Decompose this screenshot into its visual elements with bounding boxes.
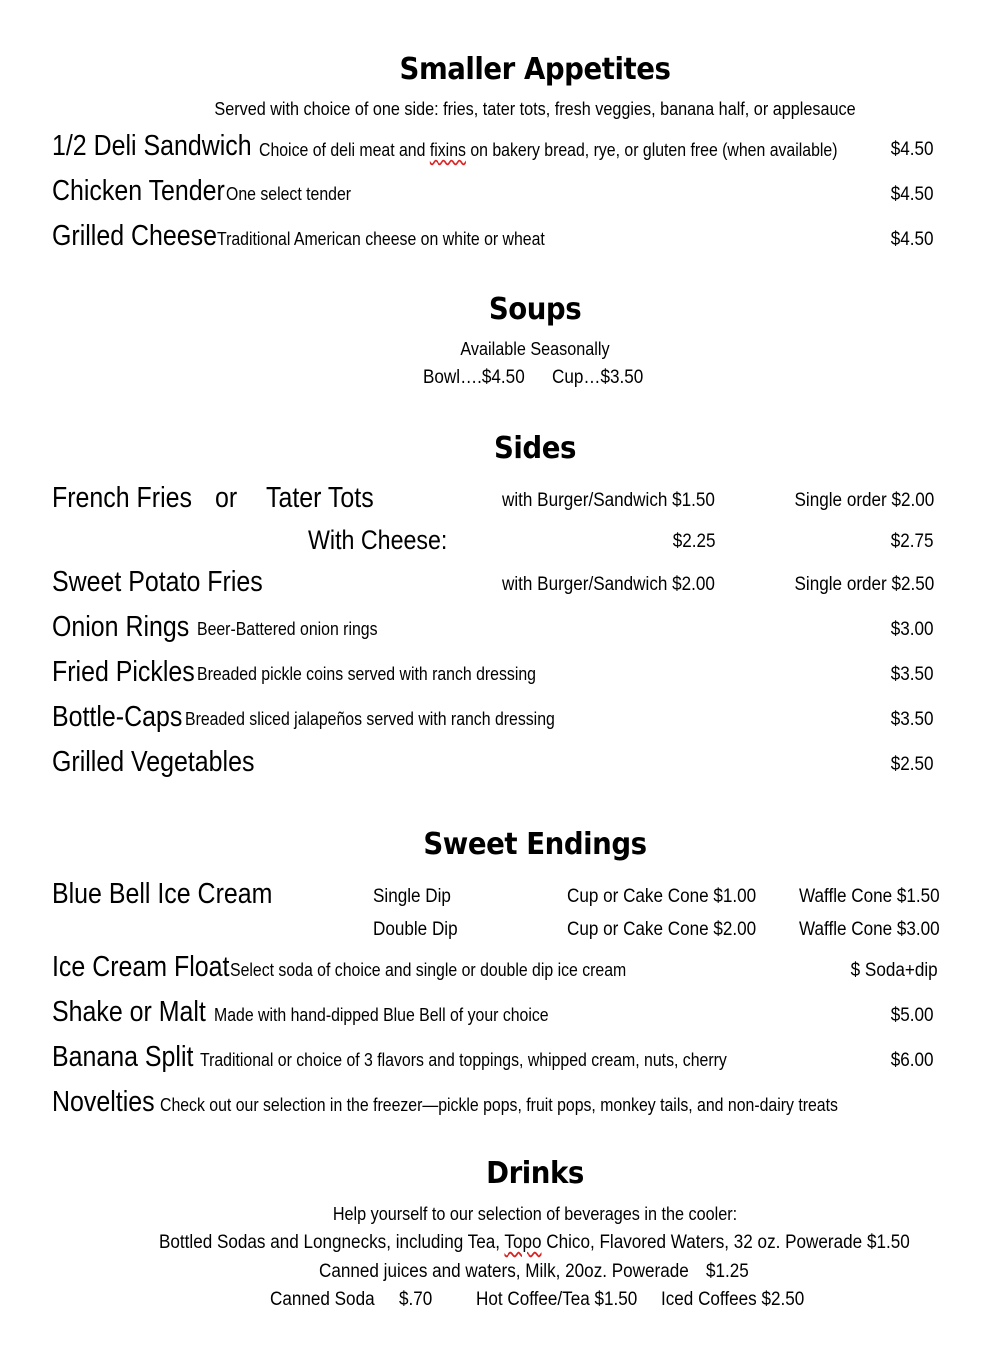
item-description: Beer-Battered onion rings bbox=[197, 619, 378, 639]
item-name: Chicken Tender bbox=[52, 175, 225, 207]
item-price: $4.50 bbox=[891, 184, 934, 205]
cheese-single-price: $2.75 bbox=[891, 531, 934, 552]
side-french-fries: French Fries bbox=[52, 482, 192, 514]
drinks-canned-juices-line: Canned juices and waters, Milk, 20oz. Powerade bbox=[319, 1261, 689, 1282]
menu-item: Fried Pickles bbox=[52, 656, 195, 688]
menu-item bbox=[52, 130, 284, 163]
drinks-canned-juices-price: $1.25 bbox=[706, 1261, 749, 1282]
menu-item: Banana Split bbox=[52, 1041, 194, 1073]
item-description: Choice of deli meat and fixins on bakery bread, rye, or gluten free (when available) bbox=[259, 140, 838, 160]
menu-item: Shake or Malt bbox=[52, 996, 206, 1028]
item-description: Traditional or choice of 3 flavors and toppings, whipped cream, nuts, cherry bbox=[200, 1050, 727, 1070]
drinks-canned-soda-price: $.70 bbox=[399, 1289, 433, 1310]
drinks-intro: Help yourself to our selection of beverages in the cooler: bbox=[332, 1204, 738, 1224]
side-with-cheese: With Cheese: bbox=[308, 525, 448, 555]
item-description: Breaded pickle coins served with ranch dressing bbox=[197, 664, 536, 684]
item-description: One select tender bbox=[226, 184, 352, 204]
fries-single-price: Single order $2.00 bbox=[794, 490, 934, 511]
side-sweet-potato-fries: Sweet Potato Fries bbox=[52, 566, 263, 598]
drinks-bottled-line: Bottled Sodas and Longnecks, including Tea, Topo Chico, Flavored Waters, 32 oz. Powerade bbox=[159, 1232, 863, 1253]
item-name: Grilled Cheese bbox=[52, 220, 217, 252]
drinks-iced-coffee: Iced Coffees $2.50 bbox=[661, 1289, 805, 1310]
double-dip-waffle-price: Waffle Cone $3.00 bbox=[799, 919, 940, 940]
menu-item: Onion Rings bbox=[52, 611, 190, 643]
item-price: $5.00 bbox=[891, 1005, 934, 1026]
blue-bell-ice-cream: Blue Bell Ice Cream bbox=[52, 878, 273, 910]
drinks-hot-coffee: Hot Coffee/Tea $1.50 bbox=[476, 1289, 638, 1310]
item-price: $4.50 bbox=[891, 139, 934, 160]
item-price: $4.50 bbox=[891, 229, 934, 250]
item-price: $2.50 bbox=[891, 754, 934, 775]
drinks-bottled-price: $1.50 bbox=[867, 1232, 910, 1253]
menu-item: Grilled Vegetables bbox=[52, 746, 255, 778]
cheese-burger-price: $2.25 bbox=[673, 531, 716, 552]
menu-item: Bottle-Caps bbox=[52, 701, 183, 733]
item-description: Made with hand-dipped Blue Bell of your choice bbox=[214, 1005, 549, 1025]
item-price: $ Soda+dip bbox=[850, 960, 938, 981]
menu-item bbox=[52, 175, 253, 208]
menu-item: Ice Cream Float bbox=[52, 951, 230, 983]
soup-bowl-price: Bowl….$4.50 bbox=[423, 367, 525, 388]
item-price: $3.50 bbox=[891, 664, 934, 685]
menu-item bbox=[52, 220, 244, 253]
section-title-sweet-endings: Sweet Endings bbox=[423, 827, 647, 862]
single-dip-waffle-price: Waffle Cone $1.50 bbox=[799, 886, 940, 907]
single-dip-cup-price: Cup or Cake Cone $1.00 bbox=[567, 886, 757, 907]
item-price: $3.50 bbox=[891, 709, 934, 730]
drinks-canned-soda: Canned Soda bbox=[270, 1289, 375, 1310]
sweet-with-burger-price: with Burger/Sandwich $2.00 bbox=[502, 574, 715, 595]
side-or: or bbox=[215, 482, 238, 514]
section-title-drinks: Drinks bbox=[486, 1156, 584, 1191]
item-name: 1/2 Deli Sandwich bbox=[52, 130, 252, 162]
item-description: Breaded sliced jalapeños served with ranch dressing bbox=[185, 709, 555, 729]
double-dip-label: Double Dip bbox=[373, 919, 458, 940]
item-description: Select soda of choice and single or double dip ice cream bbox=[230, 960, 627, 980]
item-price: $6.00 bbox=[891, 1050, 934, 1071]
item-description: Check out our selection in the freezer—pickle pops, fruit pops, monkey tails, and non-dairy treats bbox=[160, 1095, 838, 1115]
smaller-appetites-subtitle: Served with choice of one side: fries, tater tots, fresh veggies, banana half, or applesauce bbox=[214, 99, 856, 119]
menu-item: Novelties bbox=[52, 1086, 155, 1118]
section-title-smaller-appetites: Smaller Appetites bbox=[399, 52, 671, 87]
sweet-single-price: Single order $2.50 bbox=[794, 574, 934, 595]
single-dip-label: Single Dip bbox=[373, 886, 451, 907]
section-title-soups: Soups bbox=[488, 292, 582, 327]
item-price: $3.00 bbox=[891, 619, 934, 640]
soup-cup-price: Cup…$3.50 bbox=[552, 367, 644, 388]
double-dip-cup-price: Cup or Cake Cone $2.00 bbox=[567, 919, 757, 940]
soups-availability: Available Seasonally bbox=[460, 339, 610, 359]
fries-with-burger-price: with Burger/Sandwich $1.50 bbox=[502, 490, 715, 511]
section-title-sides: Sides bbox=[494, 431, 576, 466]
item-description: Traditional American cheese on white or wheat bbox=[217, 229, 545, 249]
side-tater-tots: Tater Tots bbox=[266, 482, 374, 514]
